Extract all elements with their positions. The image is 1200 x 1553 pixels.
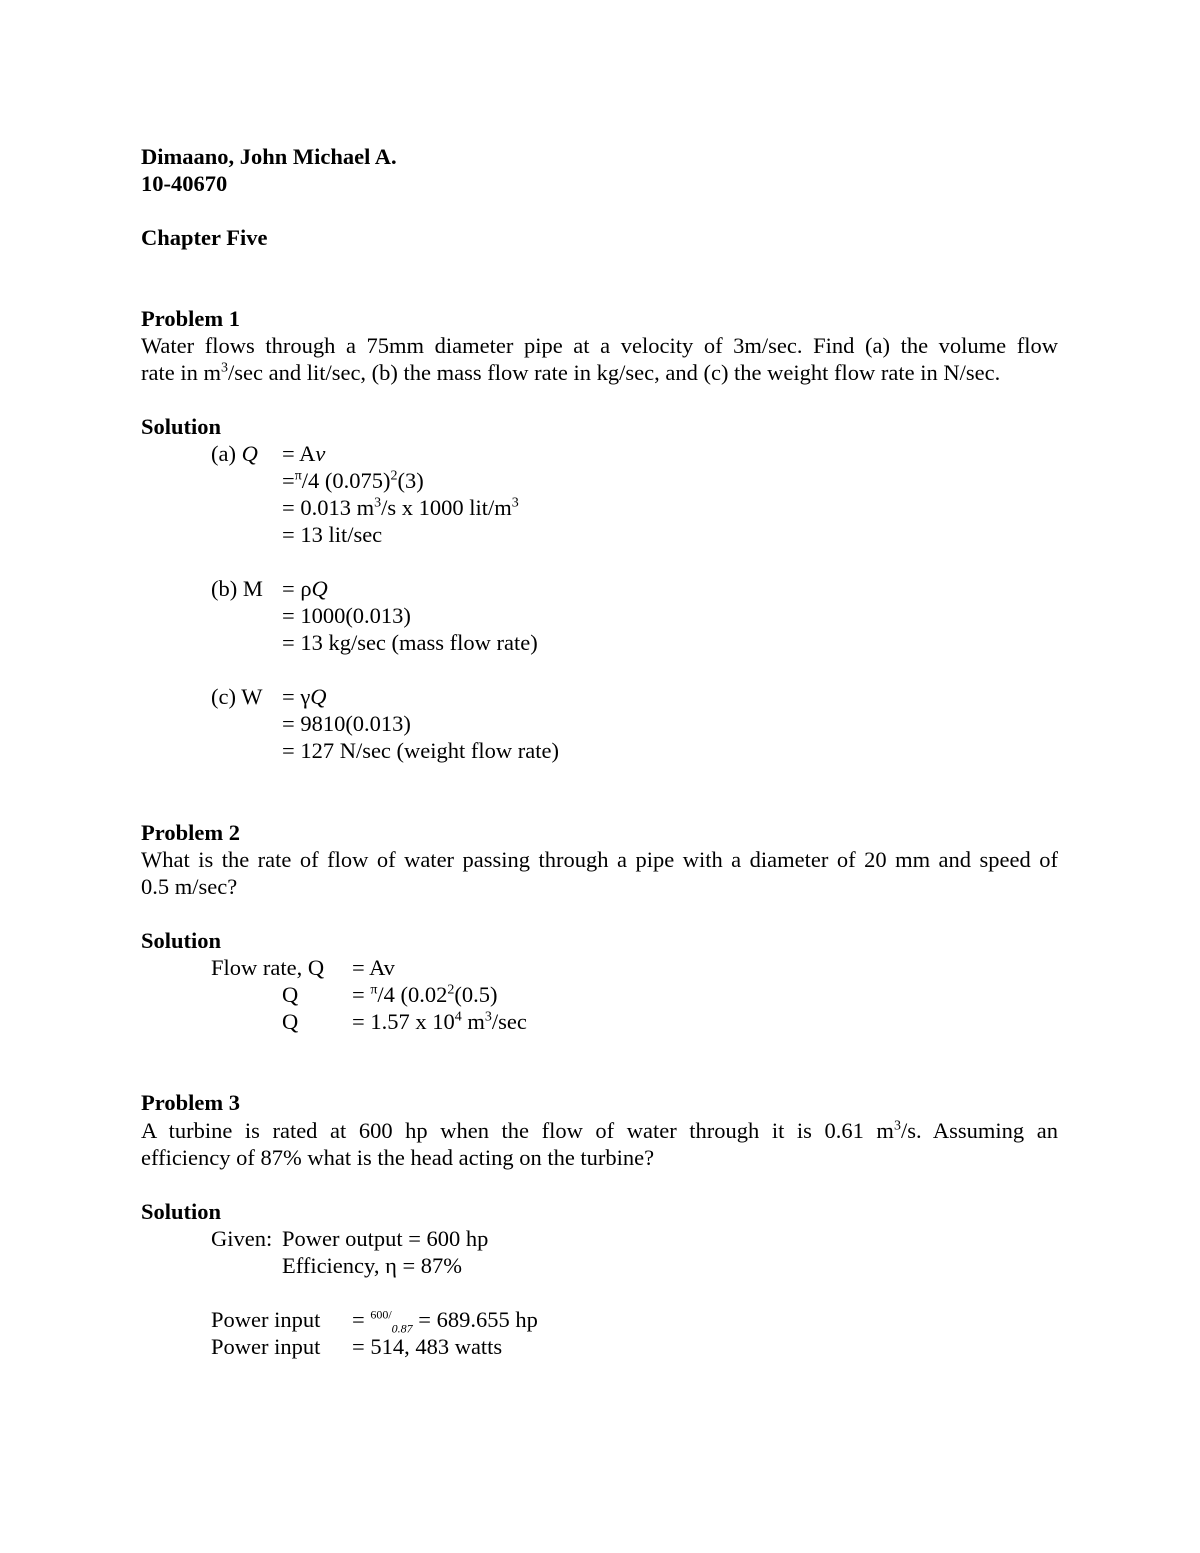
- problem-2-l1-label: Flow rate, Q: [211, 955, 325, 980]
- student-name: Dimaano, John Michael A.: [141, 144, 397, 169]
- problem-1-text-line-2: rate in $m^3/\sec$ and lit/sec, (b) the mass flow rate in kg/sec, and (c) the weight flow rate in N/sec.: [141, 360, 1001, 385]
- problem-2-solution-label: Solution: [141, 928, 222, 953]
- problem-1-c-eq-2: = 9810(0.013): [282, 711, 411, 736]
- problem-3-power-input-eq-2: = 514, 483 watts: [352, 1334, 503, 1359]
- problem-1-a-eq-1: = Av: [282, 441, 326, 466]
- problem-1-c-label: (c) W: [211, 684, 263, 709]
- problem-1-a-eq-4: = 13 lit/sec: [282, 522, 383, 547]
- problem-1-text: [141, 332, 1058, 386]
- problem-2-l1-eq: = Av: [352, 955, 395, 980]
- problem-3-given-label: Given:: [211, 1226, 273, 1251]
- problem-1-b-eq-3: = 13 kg/sec (mass flow rate): [282, 630, 538, 655]
- problem-3-solution-label: Solution: [141, 1199, 222, 1224]
- problem-1-title: Problem 1: [141, 306, 240, 331]
- problem-2-text-line-2: 0.5 m/sec?: [141, 874, 238, 899]
- student-id: 10-40670: [141, 171, 228, 196]
- problem-1-a-eq-3: = 0.013 $m^3/s$ x 1000 lit/$m^3$: [282, 495, 519, 520]
- problem-1-b-eq-2: = 1000(0.013): [282, 603, 411, 628]
- problem-2-l2-label: Q: [282, 982, 299, 1007]
- problem-3-text-line-2: efficiency of 87% what is the head acting on the turbine?: [141, 1145, 655, 1170]
- problem-1-text-line-1: Water flows through a 75mm diameter pipe at a velocity of 3m/sec. Find (a) the volume flow: [141, 333, 1058, 358]
- problem-3-given-1: Power output = 600 hp: [282, 1226, 489, 1251]
- problem-1-a-label: (a) Q: [211, 441, 258, 466]
- problem-1-solution-label: Solution: [141, 414, 222, 439]
- problem-2-l3-eq: = 1.57 x $10^4$ $m^3/\sec$: [352, 1009, 527, 1034]
- problem-3-power-input-eq-1: = $^{600/}_{0.87}$ = 689.655 hp: [352, 1307, 538, 1336]
- chapter-title: Chapter Five: [141, 225, 268, 250]
- problem-3-power-input-label-1: Power input: [211, 1307, 321, 1332]
- problem-1-b-label: (b) M: [211, 576, 263, 601]
- problem-2-title: Problem 2: [141, 820, 240, 845]
- problem-3-text: [141, 1117, 1058, 1171]
- problem-3-given-2: Efficiency, η = 87%: [282, 1253, 463, 1278]
- problem-1-a-eq-2: =$^\pi$/4 $(0.075)^2(3)$: [282, 468, 424, 493]
- problem-3-power-input-label-2: Power input: [211, 1334, 321, 1359]
- problem-2-l3-label: Q: [282, 1009, 299, 1034]
- problem-1-b-eq-1: = ρQ: [282, 576, 328, 601]
- problem-2-text: [141, 846, 1058, 900]
- problem-1-c-eq-1: = γQ: [282, 684, 327, 709]
- problem-3-title: Problem 3: [141, 1090, 240, 1115]
- problem-3-text-line-1: A turbine is rated at 600 hp when the flow of water through it is 0.61 $m^3/s$. Assuming an: [141, 1118, 1058, 1143]
- problem-1-c-eq-3: = 127 N/sec (weight flow rate): [282, 738, 559, 763]
- problem-2-text-line-1: What is the rate of flow of water passing through a pipe with a diameter of 20 mm and speed of: [141, 847, 1058, 872]
- problem-2-l2-eq: = $^\pi$/4 (0.02$^2$(0.5): [352, 982, 498, 1007]
